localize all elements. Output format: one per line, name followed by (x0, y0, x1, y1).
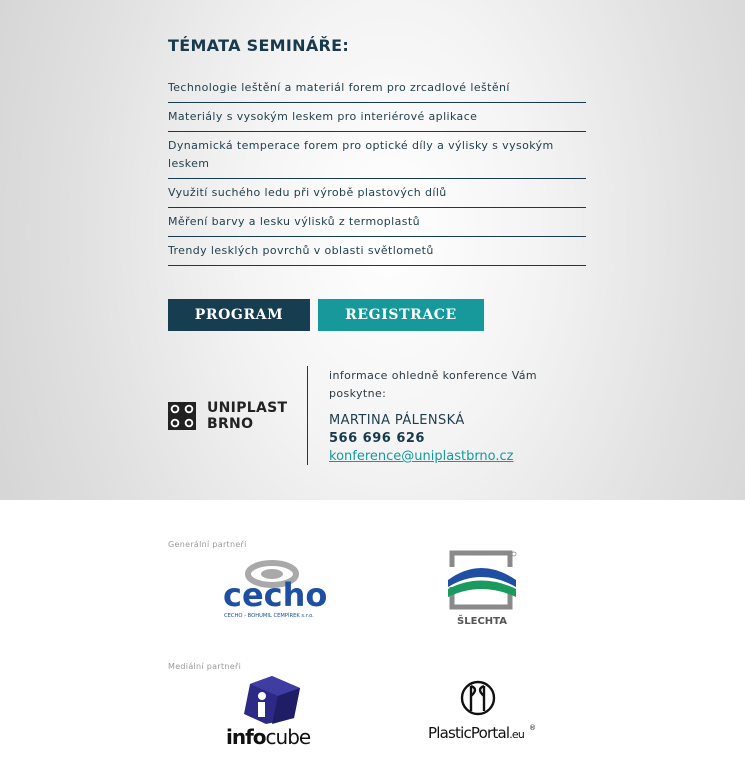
plasticportal-logo-graphic (426, 680, 538, 744)
infocube-wordmark-info: info (226, 725, 266, 749)
contact-name: MARTINA PÁLENSKÁ (329, 413, 465, 428)
general-partners-label: Generální partneři (168, 540, 247, 549)
uniplast-logo (168, 402, 288, 432)
slechta-logo[interactable] (446, 550, 518, 630)
topics-list (168, 74, 586, 266)
infocube-logo[interactable] (222, 674, 322, 750)
uniplast-mark-icon (168, 402, 196, 430)
topic-item: Trendy lesklých povrchů v oblasti světlometů (168, 237, 586, 266)
divider (307, 366, 308, 465)
infocube-logo-graphic (222, 674, 322, 750)
cecho-logo-graphic (218, 560, 328, 622)
contact-phone: 566 696 626 (329, 431, 425, 446)
contact-intro: informace ohledně konference Vám poskytne: (329, 369, 538, 400)
uniplast-logo-text: UNIPLAST BRNO (207, 400, 288, 432)
plasticportal-wordmark: PlasticPortal (428, 724, 510, 742)
svg-text:infocube (226, 725, 311, 749)
topic-item: Dynamická temperace forem pro optické díly a výlisky s vysokým leskem (168, 132, 586, 179)
topic-item: Měření barvy a lesku výlisků z termoplastů (168, 208, 586, 237)
plasticportal-logo[interactable] (426, 680, 538, 744)
infocube-wordmark-cube: cube (265, 725, 311, 749)
page-title: TÉMATA SEMINÁŘE: (168, 36, 350, 55)
program-button[interactable]: PROGRAM (168, 299, 310, 331)
slechta-logo-graphic (446, 550, 518, 630)
topic-item: Využití suchého ledu při výrobě plastových dílů (168, 179, 586, 208)
topic-item: Materiály s vysokým leskem pro interiérové aplikace (168, 103, 586, 132)
media-partners-label: Mediální partneři (168, 662, 242, 671)
registration-button[interactable]: REGISTRACE (318, 299, 484, 331)
topic-item: Technologie leštění a materiál forem pro zrcadlové leštění (168, 74, 586, 103)
plasticportal-suffix: .eu (509, 728, 525, 741)
svg-text:PlasticPortal.eu (428, 724, 524, 742)
contact-email-link[interactable]: konference@uniplastbrno.cz (329, 449, 514, 464)
slechta-wordmark: ŠLECHTA (457, 616, 507, 627)
cecho-wordmark: cecho (223, 576, 328, 614)
cecho-logo[interactable] (218, 560, 328, 622)
cecho-subtitle: CECHO - BOHUMIL CEMPÍREK s.r.o. (224, 613, 314, 619)
plasticportal-mark: ® (529, 724, 536, 732)
